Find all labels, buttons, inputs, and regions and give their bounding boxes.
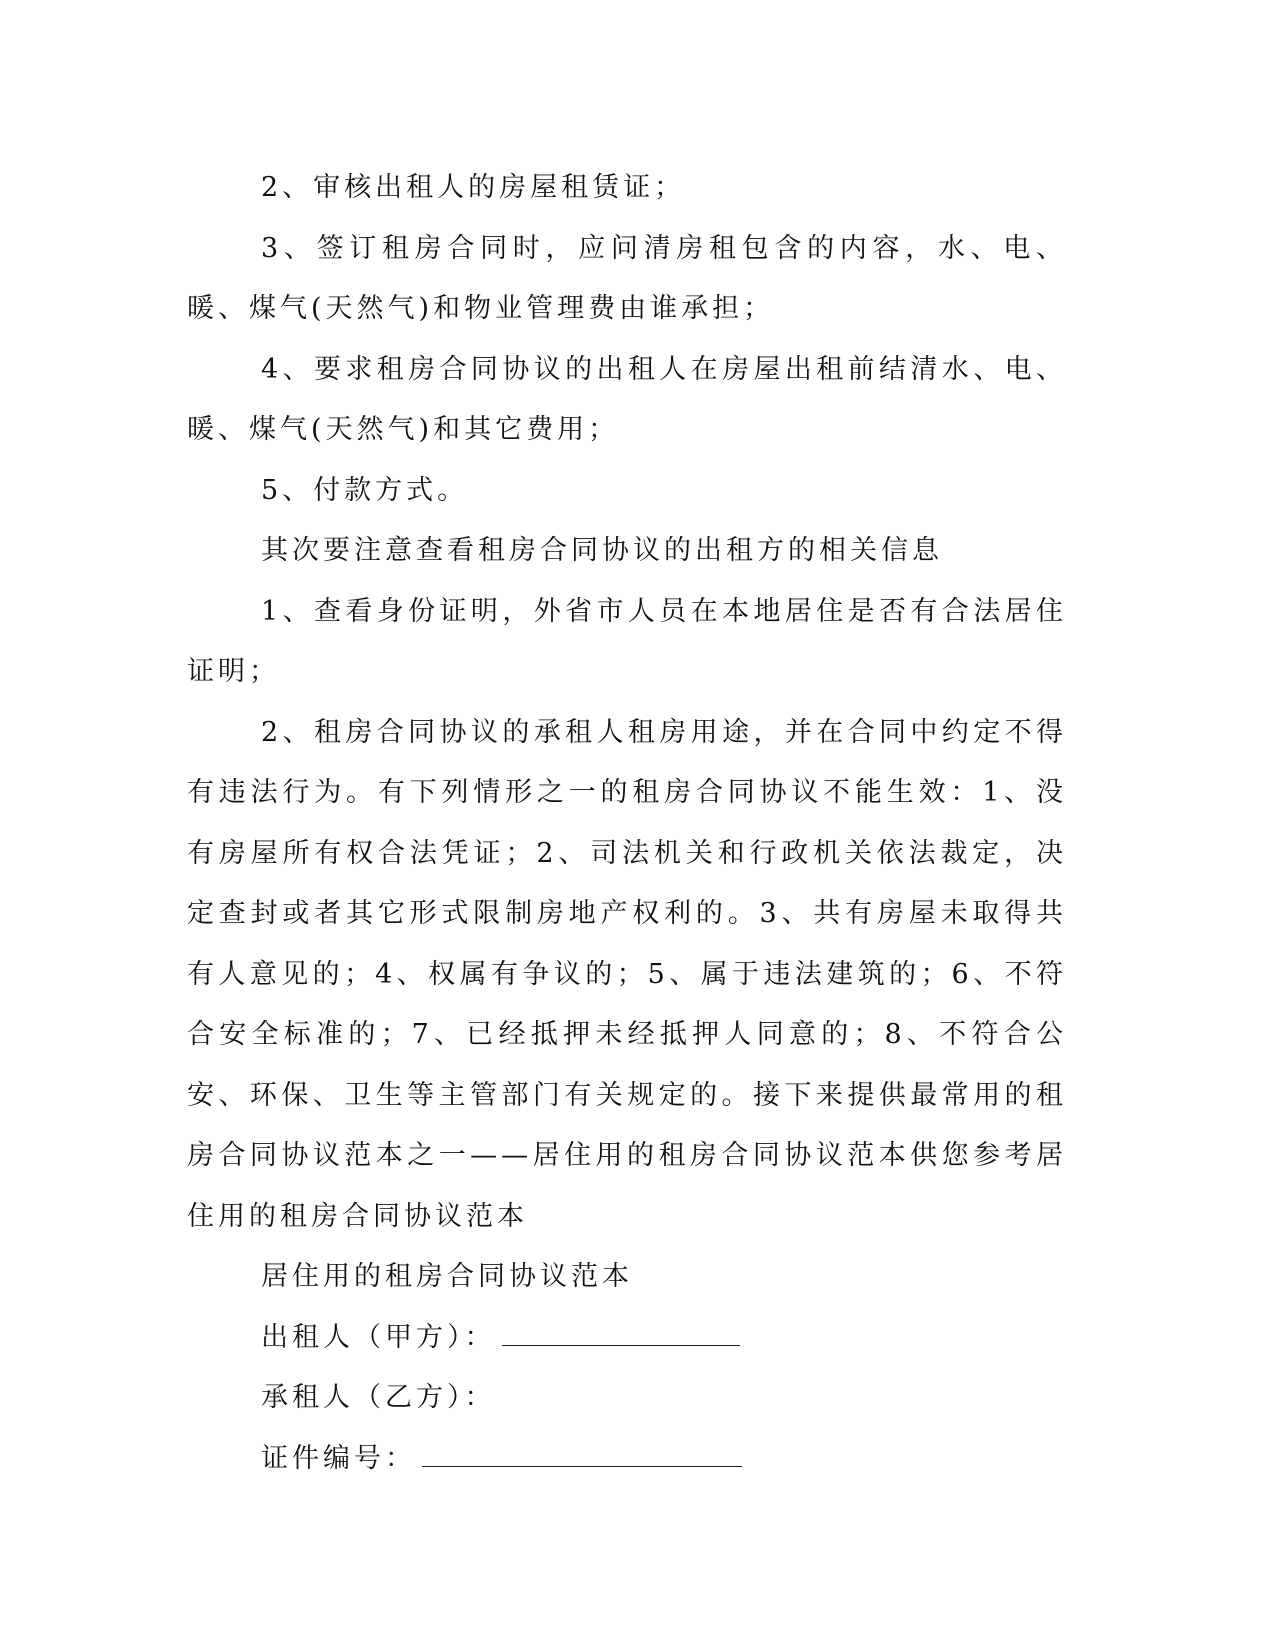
lessee-field (187, 1368, 1067, 1429)
id-number-field (187, 1429, 1067, 1490)
paragraph-settle-fees: 4、要求租房合同协议的出租人在房屋出租前结清水、电、暖、煤气(天然气)和其它费用； (187, 353, 1067, 445)
lessor-field (187, 1308, 1067, 1369)
contract-sample-title: 居住用的租房合同协议范本 (261, 1261, 633, 1292)
id-number-blank-line (422, 1444, 742, 1467)
lessor-label: 出租人（甲方）： (261, 1321, 496, 1353)
paragraph-review-lease-certificate: 2、审核出租人的房屋租赁证； (261, 172, 686, 203)
id-number-label: 证件编号： (261, 1442, 416, 1474)
paragraph-check-identity: 1、查看身份证明，外省市人员在本地居住是否有合法居住证明； (187, 595, 1067, 687)
paragraph-payment-method: 5、付款方式。 (261, 474, 469, 506)
paragraph-invalid-conditions: 2、租房合同协议的承租人租房用途，并在合同中约定不得有违法行为。有下列情形之一的租房合同协议不能生效：1、没有房屋所有权合法凭证；2、司法机关和行政机关依法裁定，决定查封或者其它形式限制房地产权利的。3、共有房屋未取得共有人意见的；4、权属有争议的；5、属于违法建筑的；6、不符合安全标准的；7、已经抵押未经抵押人同意的；8、不符合公安、环保、卫生等主管部门有关规定的。接下来提供最常用的租房合同协议范本之一——居住用的租房合同协议范本供您参考居住用的租房合同协议范本 (187, 716, 1067, 1232)
lessor-blank-line (502, 1323, 740, 1346)
paragraph-lessor-info-heading: 其次要注意查看租房合同协议的出租方的相关信息 (261, 535, 943, 566)
paragraph-clarify-rent-contents: 3、签订租房合同时，应问清房租包含的内容，水、电、暖、煤气(天然气)和物业管理费由谁承担； (187, 232, 1067, 324)
lessee-label: 承租人（乙方）： (261, 1382, 496, 1413)
document-body (187, 158, 1067, 1489)
